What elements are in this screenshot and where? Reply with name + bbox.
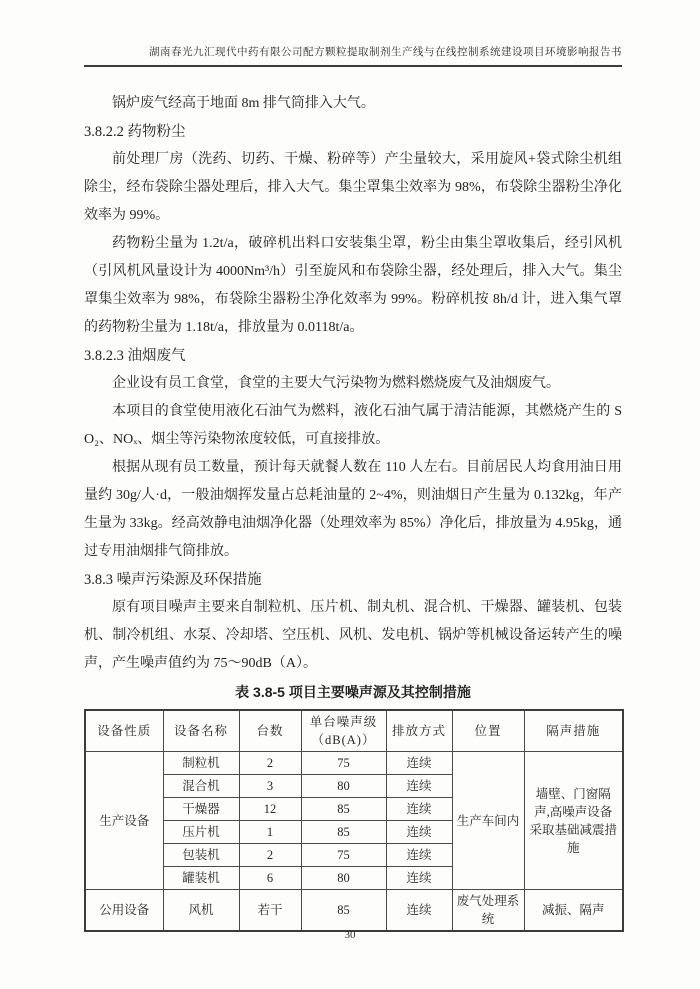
cell-count: 6 — [239, 867, 301, 890]
paragraph-noise-sources: 原有项目噪声主要来自制粒机、压片机、制丸机、混合机、干燥器、罐装机、包装机、制冷机组、水泵、冷却塔、空压机、风机、发电机、锅炉等机械设备运转产生的噪声，产生噪声值约为 75～90dB（A）。 — [84, 600, 622, 671]
cell-noise: 85 — [301, 890, 386, 932]
cell-location-utility: 废气处理系统 — [452, 890, 524, 932]
table-row-fan — [85, 890, 623, 932]
cell-mode: 连续 — [386, 798, 452, 821]
section-heading-3-8-2-2: 3.8.2.2 药物粉尘 — [84, 124, 186, 140]
cell-noise: 85 — [301, 798, 386, 821]
section-heading-3-8-2-3: 3.8.2.3 油烟废气 — [84, 348, 186, 364]
cell-noise: 80 — [301, 775, 386, 798]
cell-noise: 75 — [301, 752, 386, 775]
cell-mode: 连续 — [386, 752, 452, 775]
header-emission-mode: 排放方式 — [386, 710, 452, 752]
header-equipment-nature: 设备性质 — [85, 710, 163, 752]
cell-count: 2 — [239, 752, 301, 775]
paragraph-boiler-exhaust: 锅炉废气经高于地面 8m 排气筒排入大气。 — [112, 96, 375, 111]
table-row-granulator — [85, 752, 623, 775]
cell-measure-production: 墙壁、门窗隔声,高噪声设备采取基础减震措施 — [524, 752, 623, 890]
table-header-row — [85, 710, 623, 752]
cell-noise: 85 — [301, 821, 386, 844]
cell-equipment-name: 风机 — [163, 890, 239, 932]
cell-equipment-name: 包装机 — [163, 844, 239, 867]
cell-location-production: 生产车间内 — [452, 752, 524, 890]
cell-count: 3 — [239, 775, 301, 798]
cell-mode: 连续 — [386, 867, 452, 890]
cell-count: 1 — [239, 821, 301, 844]
header-noise-level — [301, 710, 386, 752]
header-noise-level-unit: （dB(A)） — [311, 733, 376, 747]
cell-noise: 80 — [301, 867, 386, 890]
running-header: 湖南春光九汇现代中药有限公司配方颗粒提取制剂生产线与在线控制系统建设项目环境影响报告书 — [84, 46, 622, 67]
cell-equipment-name: 干燥器 — [163, 798, 239, 821]
header-count: 台数 — [239, 710, 301, 752]
cell-mode: 连续 — [386, 821, 452, 844]
cell-equipment-name: 罐装机 — [163, 867, 239, 890]
noise-sources-table — [84, 709, 624, 932]
page-number: 30 — [344, 929, 356, 941]
header-equipment-name: 设备名称 — [163, 710, 239, 752]
cell-mode: 连续 — [386, 844, 452, 867]
paragraph-dust-quantity: 药物粉尘量为 1.2t/a，破碎机出料口安装集尘罩，粉尘由集尘罩收集后，经引风机（引风机风量设计为 4000Nm³/h）引至旋风和布袋除尘器，经处理后，排入大气。集尘罩集尘效率为 98%，布袋除尘器粉尘净化效率为 99%。粉碎机按 8h/d 计，进入集气罩的药物粉尘量为 1.18t/a，排放量为 0.0118t/a。 — [84, 236, 622, 335]
cell-mode: 连续 — [386, 890, 452, 932]
cell-mode: 连续 — [386, 775, 452, 798]
cell-count: 12 — [239, 798, 301, 821]
cell-noise: 75 — [301, 844, 386, 867]
cell-category-production: 生产设备 — [85, 752, 163, 890]
cell-count: 若干 — [239, 890, 301, 932]
cell-measure-utility: 减振、隔声 — [524, 890, 623, 932]
cell-equipment-name: 制粒机 — [163, 752, 239, 775]
header-sound-insulation: 隔声措施 — [524, 710, 623, 752]
cell-equipment-name: 压片机 — [163, 821, 239, 844]
table-caption: 表 3.8-5 项目主要噪声源及其控制措施 — [235, 684, 471, 700]
header-location: 位置 — [452, 710, 524, 752]
cell-count: 2 — [239, 844, 301, 867]
paragraph-canteen-oilfume: 根据从现有员工数量，预计每天就餐人数在 110 人左右。目前居民人均食用油日用量约 30g/人·d，一般油烟挥发量占总耗油量的 2~4%，则油烟日产生量为 0.132kg，年产生量为 33kg。经高效静电油烟净化器（处理效率为 85%）净化后，排放量为 4.95kg，通过专用油烟排气筒排放。 — [84, 460, 622, 559]
cell-category-utility: 公用设备 — [85, 890, 163, 932]
cell-equipment-name: 混合机 — [163, 775, 239, 798]
section-heading-3-8-3: 3.8.3 噪声污染源及环保措施 — [84, 572, 262, 588]
header-noise-level-title: 单台噪声级 — [309, 715, 378, 729]
paragraph-dust-pretreatment: 前处理厂房（洗药、切药、干燥、粉碎等）产尘量较大，采用旋风+袋式除尘机组除尘，经布袋除尘器处理后，排入大气。集尘罩集尘效率为 98%，布袋除尘器粉尘净化效率为 99%。 — [84, 152, 622, 223]
paragraph-canteen-fuel: 本项目的食堂使用液化石油气为燃料，液化石油气属于清洁能源，其燃烧产生的 SO₂、NOₓ、烟尘等污染物浓度较低，可直接排放。 — [84, 404, 622, 447]
paragraph-canteen-intro: 企业设有员工食堂，食堂的主要大气污染物为燃料燃烧废气及油烟废气。 — [112, 376, 560, 391]
document-body — [84, 90, 622, 932]
